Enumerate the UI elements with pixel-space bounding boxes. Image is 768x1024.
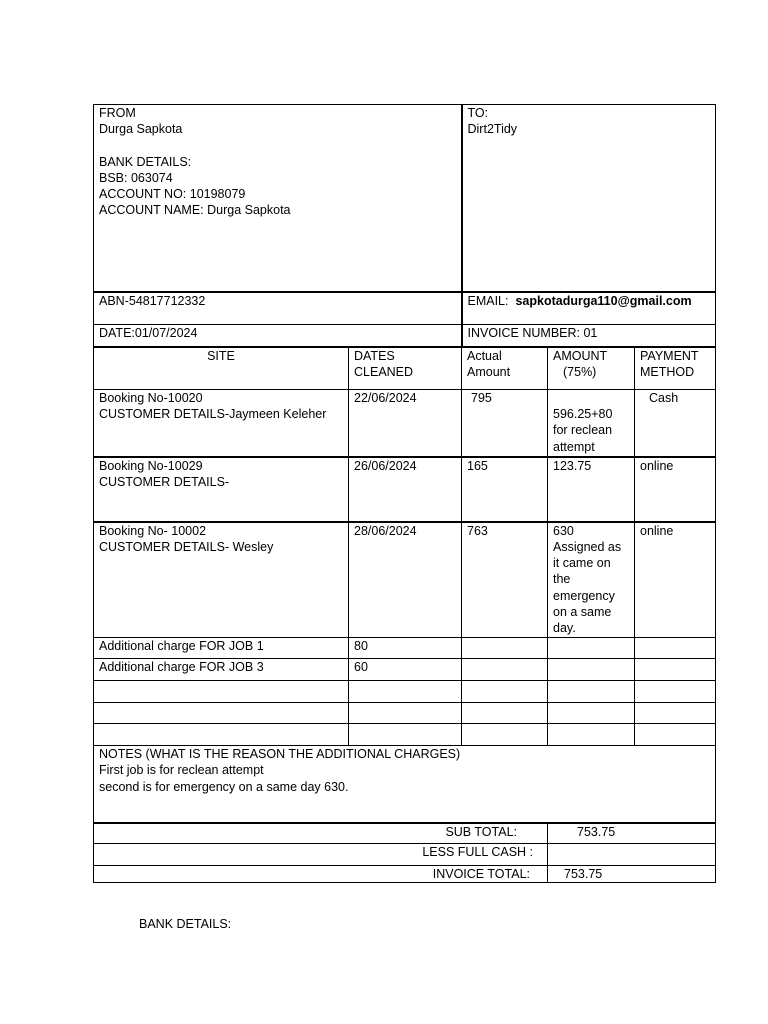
row-1-payment: Cash — [635, 390, 716, 457]
header-actual-amount: Actual Amount — [462, 347, 548, 390]
email-cell — [462, 292, 716, 325]
row-3-payment: online — [635, 522, 716, 638]
from-block — [94, 105, 462, 292]
account-number: ACCOUNT NO: 10198079 — [99, 187, 246, 202]
from-label: FROM — [99, 106, 136, 120]
header-amount: AMOUNT (75%) — [548, 347, 635, 390]
row-2-actual: 165 — [462, 457, 548, 522]
row-2-payment: online — [635, 457, 716, 522]
header-site: SITE — [94, 347, 349, 390]
header-payment-method: PAYMENT METHOD — [635, 347, 716, 390]
email-value: sapkotadurga110@gmail.com — [515, 293, 692, 308]
email-label: EMAIL: — [467, 293, 509, 308]
notes-line-1: First job is for reclean attempt — [99, 763, 264, 778]
account-name: ACCOUNT NAME: Durga Sapkota — [99, 203, 291, 218]
row-3-date: 28/06/2024 — [349, 522, 462, 638]
invoice-date: DATE:01/07/2024 — [94, 325, 462, 347]
from-name: Durga Sapkota — [99, 122, 183, 137]
header-dates-cleaned: DATES CLEANED — [349, 347, 462, 390]
invoice — [93, 104, 715, 883]
row-1-site: Booking No-10020 CUSTOMER DETAILS-Jaymeen Keleher — [94, 390, 349, 457]
notes-heading: NOTES (WHAT IS THE REASON THE ADDITIONAL CHARGES) — [99, 747, 461, 761]
row-1-date: 22/06/2024 — [349, 390, 462, 457]
to-label: TO: — [467, 106, 489, 120]
footer-bank-details: BANK DETAILS: — [139, 917, 232, 931]
extra-charge-1-value: 80 — [349, 638, 462, 659]
abn: ABN-54817712332 — [94, 292, 462, 325]
row-1-amount: 596.25+80 for reclean attempt — [548, 390, 635, 457]
less-full-cash-value — [548, 844, 716, 866]
less-full-cash-label: LESS FULL CASH : — [94, 844, 548, 866]
invoice-total-label: INVOICE TOTAL: — [94, 866, 548, 883]
row-1-actual: 795 — [462, 390, 548, 457]
row-2-site: Booking No-10029 CUSTOMER DETAILS- — [94, 457, 349, 522]
row-3-actual: 763 — [462, 522, 548, 638]
row-3-site: Booking No- 10002 CUSTOMER DETAILS- Wesley — [94, 522, 349, 638]
to-name: Dirt2Tidy — [467, 122, 518, 137]
bsb: BSB: 063074 — [99, 170, 173, 185]
row-2-amount: 123.75 — [548, 457, 635, 522]
invoice-number: INVOICE NUMBER: 01 — [462, 325, 716, 347]
notes — [94, 746, 716, 823]
row-3-amount: 630 Assigned as it came on the emergency on a same day. — [548, 522, 635, 638]
extra-charge-2-label: Additional charge FOR JOB 3 — [94, 659, 349, 681]
subtotal-label: SUB TOTAL: — [94, 823, 548, 844]
subtotal-value: 753.75 — [548, 823, 716, 844]
invoice-table — [93, 104, 716, 883]
extra-charge-1-label: Additional charge FOR JOB 1 — [94, 638, 349, 659]
row-2-date: 26/06/2024 — [349, 457, 462, 522]
extra-charge-2-value: 60 — [349, 659, 462, 681]
invoice-total-value: 753.75 — [548, 866, 716, 883]
notes-line-2: second is for emergency on a same day 630. — [99, 779, 349, 794]
bank-details-heading: BANK DETAILS: — [99, 154, 192, 169]
to-block — [462, 105, 716, 292]
